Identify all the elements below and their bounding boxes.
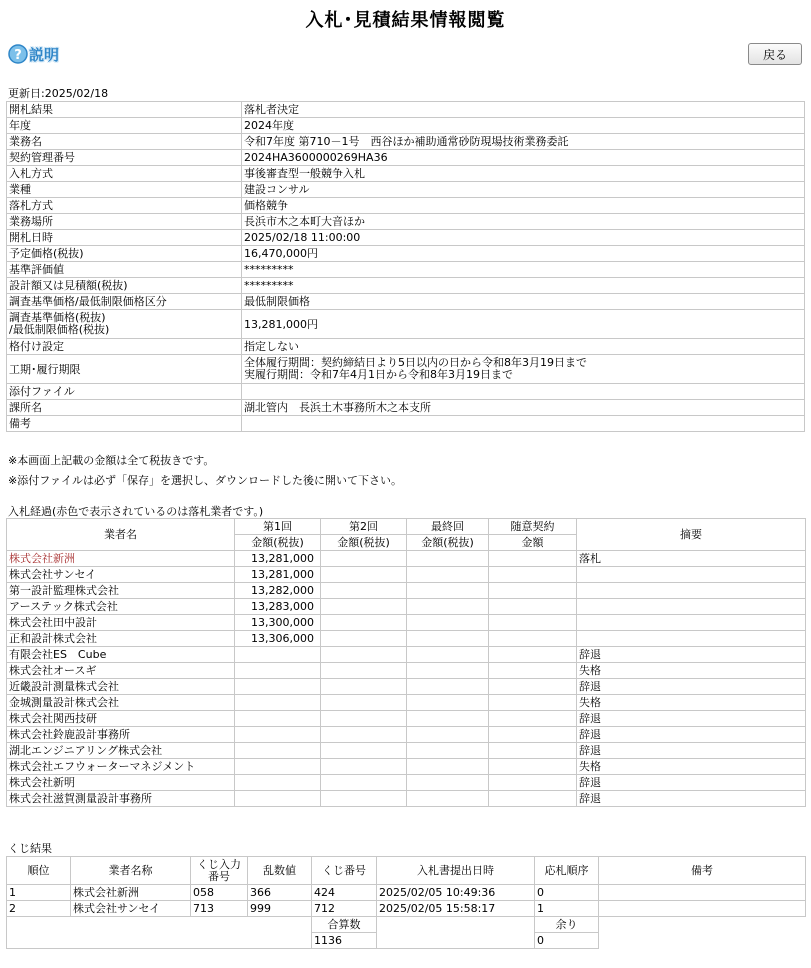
bid-round2 bbox=[321, 775, 407, 791]
bid-negotiated bbox=[489, 759, 577, 775]
bid-round1 bbox=[235, 663, 321, 679]
bid-summary bbox=[577, 631, 806, 647]
info-label bbox=[7, 310, 242, 339]
bid-summary: 辞退 bbox=[577, 711, 806, 727]
info-label: 業務場所 bbox=[7, 214, 242, 230]
bid-company: 株式会社滋賀測量設計事務所 bbox=[7, 791, 235, 807]
lottery-submitted: 2025/02/05 15:58:17 bbox=[377, 901, 535, 917]
bid-row bbox=[7, 551, 806, 567]
header-remarks: 備考 bbox=[599, 857, 806, 885]
info-value: 長浜市木之本町大音ほか bbox=[242, 214, 805, 230]
header-summary: 摘要 bbox=[577, 519, 806, 551]
bid-company: 株式会社エフウォーターマネジメント bbox=[7, 759, 235, 775]
bid-company: 正和設計株式会社 bbox=[7, 631, 235, 647]
info-row-office bbox=[7, 400, 805, 416]
bid-row bbox=[7, 583, 806, 599]
remainder-value: 0 bbox=[535, 933, 599, 949]
info-row bbox=[7, 262, 805, 278]
bid-final bbox=[407, 791, 489, 807]
info-row-rating bbox=[7, 339, 805, 355]
bid-round1: 13,281,000 bbox=[235, 567, 321, 583]
info-row bbox=[7, 246, 805, 262]
bid-row bbox=[7, 727, 806, 743]
bid-round1 bbox=[235, 727, 321, 743]
header-company: 業者名 bbox=[7, 519, 235, 551]
page-title: 入札･見積結果情報閲覧 bbox=[305, 10, 506, 31]
bid-row bbox=[7, 743, 806, 759]
info-value: ********* bbox=[242, 278, 805, 294]
bid-round1: 13,300,000 bbox=[235, 615, 321, 631]
header-input-number: くじ入力番号 bbox=[191, 857, 248, 885]
lottery-random: 999 bbox=[248, 901, 312, 917]
bid-company: 株式会社田中設計 bbox=[7, 615, 235, 631]
sum-value: 1136 bbox=[312, 933, 377, 949]
bid-round1 bbox=[235, 711, 321, 727]
info-value: 2024年度 bbox=[242, 118, 805, 134]
info-label: 課所名 bbox=[7, 400, 242, 416]
info-label: 添付ファイル bbox=[7, 384, 242, 400]
bid-round1 bbox=[235, 759, 321, 775]
bid-final bbox=[407, 599, 489, 615]
bid-round1 bbox=[235, 647, 321, 663]
header-amount: 金額(税抜) bbox=[321, 535, 407, 551]
lottery-input-no: 058 bbox=[191, 885, 248, 901]
lottery-remarks bbox=[599, 901, 806, 917]
bid-company: アーステック株式会社 bbox=[7, 599, 235, 615]
bid-round1 bbox=[235, 743, 321, 759]
info-row-survey bbox=[7, 310, 805, 339]
bid-round2 bbox=[321, 599, 407, 615]
bid-summary: 落札 bbox=[577, 551, 806, 567]
bid-summary: 辞退 bbox=[577, 679, 806, 695]
info-value: 令和7年度 第710－1号 西谷ほか補助通常砂防現場技術業務委託 bbox=[242, 134, 805, 150]
header-order: 応札順序 bbox=[535, 857, 599, 885]
summary-blank bbox=[7, 917, 312, 949]
bid-company: 株式会社鈴鹿設計事務所 bbox=[7, 727, 235, 743]
sum-label: 合算数 bbox=[312, 917, 377, 933]
info-value: 価格競争 bbox=[242, 198, 805, 214]
bid-summary bbox=[577, 583, 806, 599]
info-value bbox=[242, 355, 805, 384]
bid-summary: 失格 bbox=[577, 663, 806, 679]
bid-round2 bbox=[321, 759, 407, 775]
bid-round1: 13,283,000 bbox=[235, 599, 321, 615]
bid-round1: 13,281,000 bbox=[235, 551, 321, 567]
bid-row bbox=[7, 759, 806, 775]
lottery-lot-no: 712 bbox=[312, 901, 377, 917]
header-submitted: 入札書提出日時 bbox=[377, 857, 535, 885]
bid-negotiated bbox=[489, 631, 577, 647]
bid-final bbox=[407, 743, 489, 759]
bid-negotiated bbox=[489, 663, 577, 679]
bid-round2 bbox=[321, 631, 407, 647]
info-label: 備考 bbox=[7, 416, 242, 432]
bid-final bbox=[407, 647, 489, 663]
back-button[interactable]: 戻る bbox=[748, 43, 802, 65]
info-label: 予定価格(税抜) bbox=[7, 246, 242, 262]
header-lot-number: くじ番号 bbox=[312, 857, 377, 885]
bid-row bbox=[7, 679, 806, 695]
info-value: 2025/02/18 11:00:00 bbox=[242, 230, 805, 246]
bid-final bbox=[407, 775, 489, 791]
header-amount: 金額(税抜) bbox=[235, 535, 321, 551]
bid-company: 株式会社オースギ bbox=[7, 663, 235, 679]
bid-company: 有限会社ES Cube bbox=[7, 647, 235, 663]
header-amount: 金額(税抜) bbox=[407, 535, 489, 551]
info-row bbox=[7, 198, 805, 214]
info-value: 13,281,000円 bbox=[242, 310, 805, 339]
bid-negotiated bbox=[489, 695, 577, 711]
bid-company: 株式会社新明 bbox=[7, 775, 235, 791]
info-label: 年度 bbox=[7, 118, 242, 134]
bid-history-label: 入札経過(赤色で表示されているのは落札業者です。) bbox=[8, 505, 264, 518]
updated-date: 更新日:2025/02/18 bbox=[8, 87, 109, 100]
period-line1: 全体履行期間：契約締結日より5日以内の日から令和8年3月19日まで bbox=[244, 356, 587, 369]
bid-company: 株式会社新洲 bbox=[7, 551, 235, 567]
header-final: 最終回 bbox=[407, 519, 489, 535]
lottery-submitted: 2025/02/05 10:49:36 bbox=[377, 885, 535, 901]
bid-round2 bbox=[321, 727, 407, 743]
bid-summary: 辞退 bbox=[577, 791, 806, 807]
bid-final bbox=[407, 711, 489, 727]
bid-final bbox=[407, 663, 489, 679]
bid-row bbox=[7, 647, 806, 663]
lottery-table bbox=[6, 856, 806, 949]
bid-round1: 13,282,000 bbox=[235, 583, 321, 599]
info-value: 最低制限価格 bbox=[242, 294, 805, 310]
bid-negotiated bbox=[489, 711, 577, 727]
info-row bbox=[7, 230, 805, 246]
info-label: 開札日時 bbox=[7, 230, 242, 246]
info-label: 開札結果 bbox=[7, 102, 242, 118]
info-value: 落札者決定 bbox=[242, 102, 805, 118]
info-label: 落札方式 bbox=[7, 198, 242, 214]
info-row bbox=[7, 182, 805, 198]
info-row bbox=[7, 118, 805, 134]
bid-row bbox=[7, 663, 806, 679]
info-label: 業種 bbox=[7, 182, 242, 198]
info-row bbox=[7, 278, 805, 294]
bid-summary bbox=[577, 615, 806, 631]
bid-row bbox=[7, 695, 806, 711]
bid-company: 湖北エンジニアリング株式会社 bbox=[7, 743, 235, 759]
lottery-random: 366 bbox=[248, 885, 312, 901]
bid-row bbox=[7, 615, 806, 631]
info-table bbox=[6, 101, 805, 432]
bid-row bbox=[7, 631, 806, 647]
bid-round1: 13,306,000 bbox=[235, 631, 321, 647]
info-label: 契約管理番号 bbox=[7, 150, 242, 166]
info-row bbox=[7, 150, 805, 166]
bid-negotiated bbox=[489, 647, 577, 663]
bid-negotiated bbox=[489, 583, 577, 599]
remainder-label: 余り bbox=[535, 917, 599, 933]
bid-round1 bbox=[235, 791, 321, 807]
help-link[interactable] bbox=[8, 42, 59, 66]
bid-negotiated bbox=[489, 679, 577, 695]
bid-negotiated bbox=[489, 567, 577, 583]
info-row bbox=[7, 166, 805, 182]
info-row-remarks bbox=[7, 416, 805, 432]
info-value: 16,470,000円 bbox=[242, 246, 805, 262]
header-round1: 第1回 bbox=[235, 519, 321, 535]
bid-summary bbox=[577, 567, 806, 583]
bid-final bbox=[407, 615, 489, 631]
info-label: 格付け設定 bbox=[7, 339, 242, 355]
bid-round2 bbox=[321, 711, 407, 727]
lottery-input-no: 713 bbox=[191, 901, 248, 917]
bid-round1 bbox=[235, 695, 321, 711]
bid-final bbox=[407, 631, 489, 647]
bid-negotiated bbox=[489, 727, 577, 743]
info-value: 2024HA3600000269HA36 bbox=[242, 150, 805, 166]
bid-negotiated bbox=[489, 615, 577, 631]
info-label: 業務名 bbox=[7, 134, 242, 150]
lottery-order: 1 bbox=[535, 901, 599, 917]
bid-company: 株式会社サンセイ bbox=[7, 567, 235, 583]
bid-final bbox=[407, 551, 489, 567]
bid-round2 bbox=[321, 695, 407, 711]
bid-round1 bbox=[235, 775, 321, 791]
info-label: 入札方式 bbox=[7, 166, 242, 182]
bid-summary: 辞退 bbox=[577, 743, 806, 759]
lottery-summary-row bbox=[7, 917, 806, 933]
bid-negotiated bbox=[489, 599, 577, 615]
info-value: 指定しない bbox=[242, 339, 805, 355]
header-rank: 順位 bbox=[7, 857, 71, 885]
lottery-company: 株式会社新洲 bbox=[71, 885, 191, 901]
bid-row bbox=[7, 775, 806, 791]
lottery-company: 株式会社サンセイ bbox=[71, 901, 191, 917]
bid-row bbox=[7, 791, 806, 807]
lottery-remarks bbox=[599, 885, 806, 901]
bid-round2 bbox=[321, 791, 407, 807]
bid-row bbox=[7, 599, 806, 615]
lottery-label: くじ結果 bbox=[8, 842, 52, 855]
bid-round2 bbox=[321, 551, 407, 567]
bid-history-table bbox=[6, 518, 806, 807]
bid-company: 第一設計監理株式会社 bbox=[7, 583, 235, 599]
bid-final bbox=[407, 567, 489, 583]
bid-final bbox=[407, 695, 489, 711]
bid-round2 bbox=[321, 583, 407, 599]
bid-round2 bbox=[321, 743, 407, 759]
help-label: 説明 bbox=[29, 45, 60, 64]
lottery-order: 0 bbox=[535, 885, 599, 901]
lottery-row bbox=[7, 901, 806, 917]
tax-note: ※本画面上記載の金額は全て税抜きです。 bbox=[8, 454, 215, 467]
bid-final bbox=[407, 583, 489, 599]
bid-summary: 辞退 bbox=[577, 647, 806, 663]
bid-final bbox=[407, 727, 489, 743]
info-row-period bbox=[7, 355, 805, 384]
header-round2: 第2回 bbox=[321, 519, 407, 535]
summary-blank bbox=[377, 917, 535, 949]
header-company-name: 業者名称 bbox=[71, 857, 191, 885]
bid-negotiated bbox=[489, 551, 577, 567]
info-value: 建設コンサル bbox=[242, 182, 805, 198]
bid-row bbox=[7, 567, 806, 583]
survey-label-line1: 調査基準価格(税抜) bbox=[9, 311, 106, 324]
bid-round2 bbox=[321, 615, 407, 631]
bid-summary bbox=[577, 599, 806, 615]
bid-summary: 失格 bbox=[577, 695, 806, 711]
remarks-value bbox=[242, 416, 805, 432]
bid-final bbox=[407, 679, 489, 695]
info-label: 工期･履行期限 bbox=[7, 355, 242, 384]
bid-final bbox=[407, 759, 489, 775]
info-row bbox=[7, 214, 805, 230]
bid-round2 bbox=[321, 567, 407, 583]
header-random: 乱数値 bbox=[248, 857, 312, 885]
bid-negotiated bbox=[489, 743, 577, 759]
bid-company: 近畿設計測量株式会社 bbox=[7, 679, 235, 695]
info-label: 調査基準価格/最低制限価格区分 bbox=[7, 294, 242, 310]
bid-round2 bbox=[321, 663, 407, 679]
bid-company: 株式会社関西技研 bbox=[7, 711, 235, 727]
bid-company: 金城測量設計株式会社 bbox=[7, 695, 235, 711]
lottery-row bbox=[7, 885, 806, 901]
bid-round2 bbox=[321, 679, 407, 695]
info-row bbox=[7, 134, 805, 150]
bid-round2 bbox=[321, 647, 407, 663]
info-value: ********* bbox=[242, 262, 805, 278]
info-row bbox=[7, 102, 805, 118]
lottery-lot-no: 424 bbox=[312, 885, 377, 901]
svg-text:?: ? bbox=[14, 48, 22, 63]
info-value: 事後審査型一般競争入札 bbox=[242, 166, 805, 182]
info-row bbox=[7, 294, 805, 310]
bid-summary: 辞退 bbox=[577, 727, 806, 743]
lottery-rank: 2 bbox=[7, 901, 71, 917]
info-label: 基準評価値 bbox=[7, 262, 242, 278]
info-label: 設計額又は見積額(税抜) bbox=[7, 278, 242, 294]
survey-label-line2: /最低制限価格(税抜) bbox=[9, 323, 110, 336]
bid-round1 bbox=[235, 679, 321, 695]
help-icon bbox=[8, 44, 28, 64]
bid-summary: 失格 bbox=[577, 759, 806, 775]
attachment-value bbox=[242, 384, 805, 400]
attachment-note: ※添付ファイルは必ず「保存」を選択し、ダウンロードした後に開いて下さい。 bbox=[8, 474, 402, 487]
summary-blank bbox=[599, 917, 806, 949]
info-value: 湖北管内 長浜土木事務所木之本支所 bbox=[242, 400, 805, 416]
bid-negotiated bbox=[489, 791, 577, 807]
header-amount-plain: 金額 bbox=[489, 535, 577, 551]
period-line2: 実履行期間：令和7年4月1日から令和8年3月19日まで bbox=[244, 368, 513, 381]
header-negotiated: 随意契約 bbox=[489, 519, 577, 535]
bid-summary: 辞退 bbox=[577, 775, 806, 791]
bid-negotiated bbox=[489, 775, 577, 791]
bid-row bbox=[7, 711, 806, 727]
lottery-rank: 1 bbox=[7, 885, 71, 901]
info-row-attachment bbox=[7, 384, 805, 400]
